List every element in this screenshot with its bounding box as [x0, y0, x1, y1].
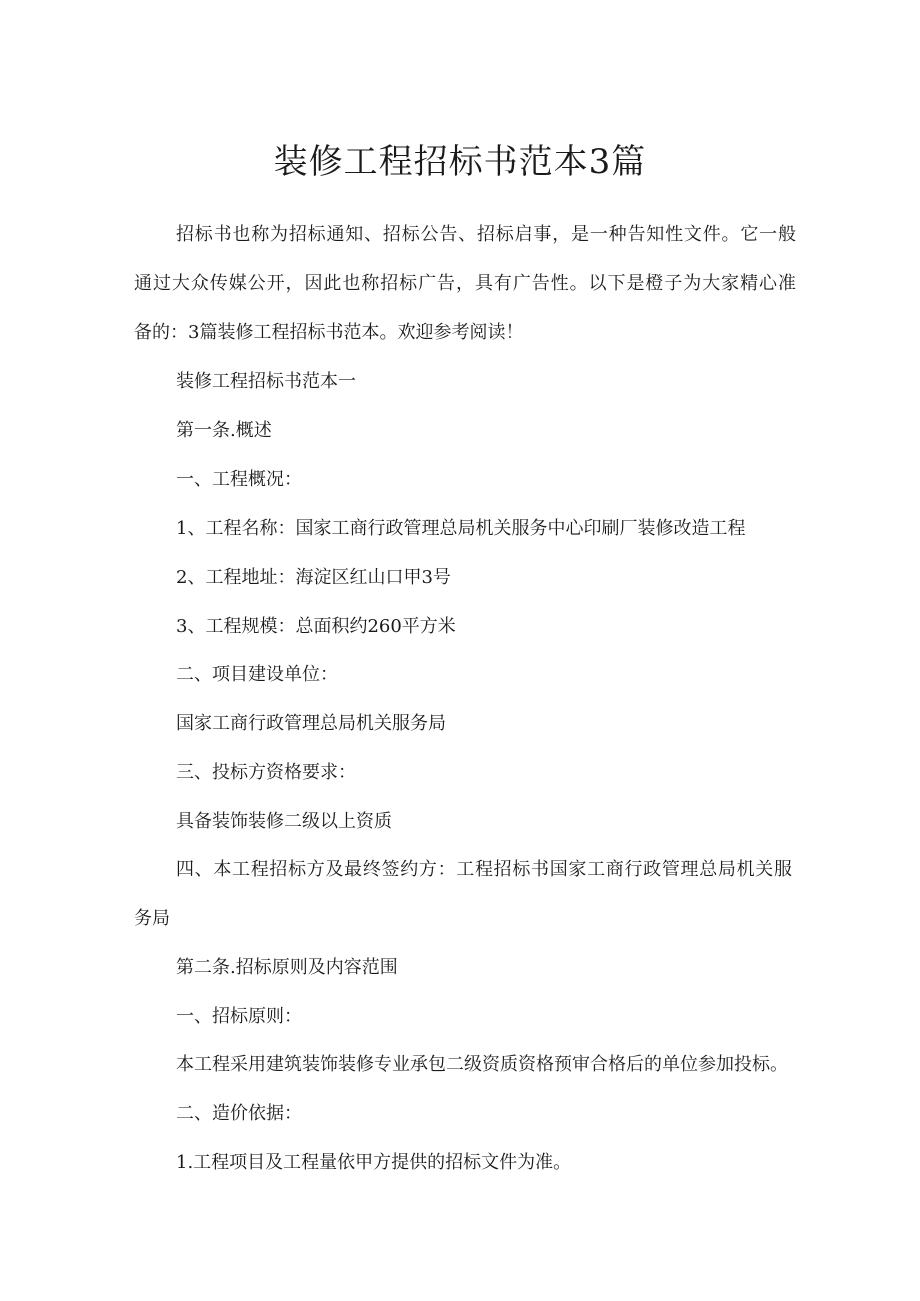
- article-1-heading: 第一条.概述: [176, 420, 272, 441]
- bidding-principle-value: 本工程采用建筑装饰装修专业承包二级资质资格预审合格后的单位参加投标。: [176, 1054, 788, 1075]
- bidder-qualification-heading: 三、投标方资格要求：: [176, 762, 356, 783]
- intro-line-1: 招标书也称为招标通知、招标公告、招标启事，是一种告知性文件。它一般: [176, 224, 796, 245]
- tenderer-line-2: 务局: [134, 908, 170, 929]
- project-scale: 3、工程规模：总面积约260平方米: [176, 616, 456, 637]
- construction-unit-value: 国家工商行政管理总局机关服务局: [176, 713, 446, 734]
- pricing-basis-heading: 二、造价依据：: [176, 1103, 302, 1124]
- tenderer-line-1: 四、本工程招标方及最终签约方：工程招标书国家工商行政管理总局机关服: [176, 859, 792, 880]
- bidding-principle-heading: 一、招标原则：: [176, 1006, 302, 1027]
- construction-unit-heading: 二、项目建设单位：: [176, 664, 338, 685]
- article-2-heading: 第二条.招标原则及内容范围: [176, 957, 398, 978]
- intro-line-2: 通过大众传媒公开，因此也称招标广告，具有广告性。以下是橙子为大家精心准: [134, 273, 796, 294]
- bidder-qualification-value: 具备装饰装修二级以上资质: [176, 811, 392, 832]
- pricing-basis-item-1: 1.工程项目及工程量依甲方提供的招标文件为准。: [176, 1152, 572, 1173]
- project-overview-heading: 一、工程概况：: [176, 469, 302, 490]
- document-title: 装修工程招标书范本3篇: [273, 142, 647, 182]
- project-name: 1、工程名称：国家工商行政管理总局机关服务中心印刷厂装修改造工程: [176, 518, 746, 539]
- section-heading: 装修工程招标书范本一: [176, 371, 356, 392]
- project-address: 2、工程地址：海淀区红山口甲3号: [176, 567, 451, 588]
- intro-line-3: 备的：3篇装修工程招标书范本。欢迎参考阅读！: [134, 322, 524, 343]
